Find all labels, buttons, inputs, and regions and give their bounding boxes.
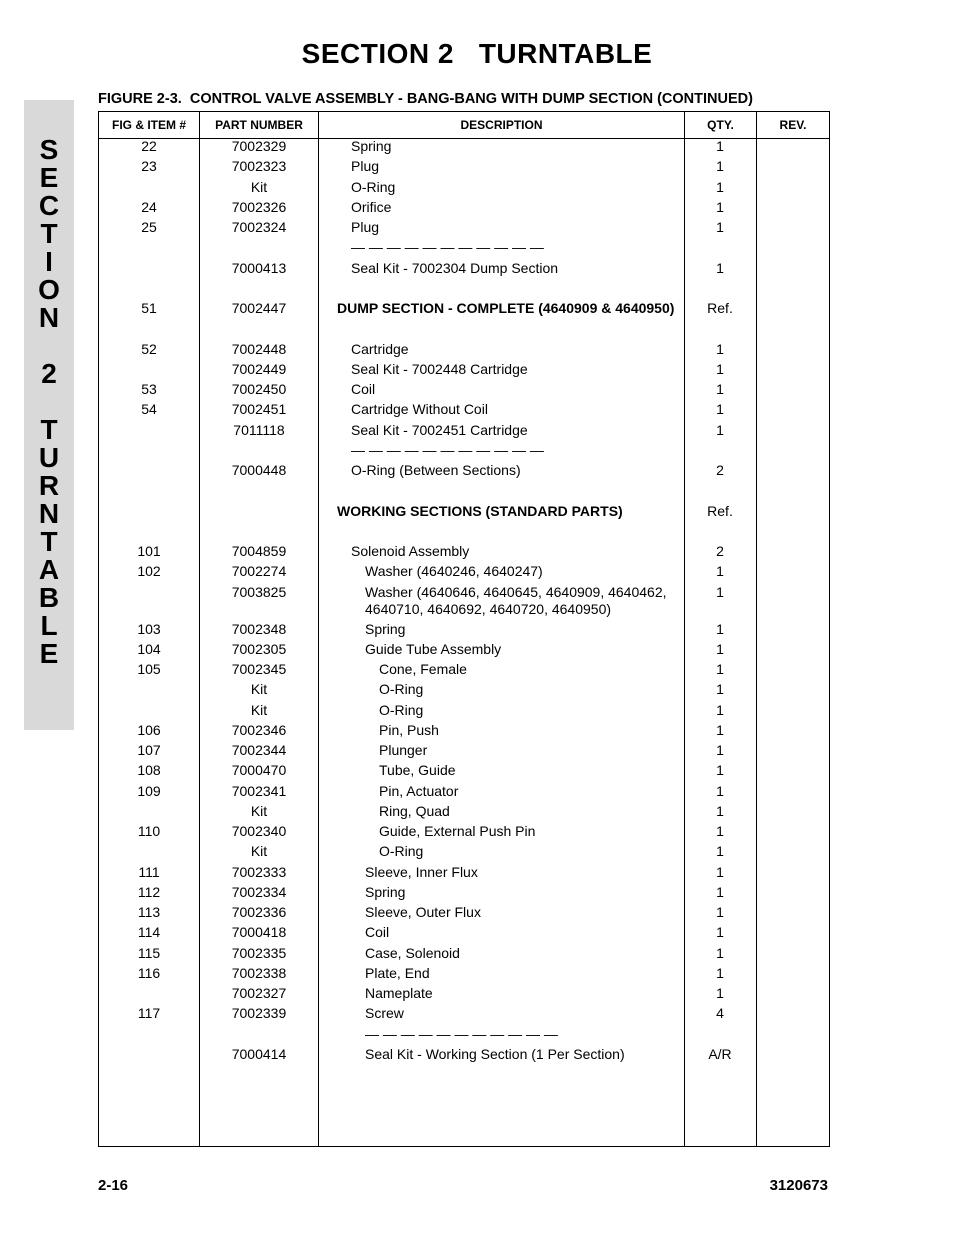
cell-description: O-Ring <box>351 178 396 195</box>
cell-qty: 1 <box>716 340 724 357</box>
cell-fig-item: 52 <box>141 340 157 357</box>
cell-fig-item: 112 <box>137 883 161 900</box>
cell-qty: 1 <box>716 843 724 860</box>
cell-description: Seal Kit - 7002448 Cartridge <box>351 360 528 377</box>
table-row <box>99 462 829 482</box>
cell-description: Coil <box>351 381 376 397</box>
cell-fig-item: 101 <box>137 543 161 559</box>
cell-qty: 2 <box>716 543 724 559</box>
header-qty: QTY. <box>707 118 734 132</box>
cell-fig-item: 108 <box>137 762 161 779</box>
page-number: 2-16 <box>98 1177 129 1194</box>
cell-part-number: 7002345 <box>231 661 287 677</box>
cell-part-number: 7002344 <box>231 742 287 758</box>
cell-fig-item: 113 <box>137 904 161 920</box>
header-description: DESCRIPTION <box>460 118 543 132</box>
table-row <box>99 260 829 280</box>
cell-part-number: 7002339 <box>231 1005 287 1022</box>
cell-fig-item: 116 <box>137 964 161 981</box>
cell-qty: A/R <box>708 1045 732 1062</box>
cell-qty: 1 <box>716 219 724 235</box>
table-row <box>99 762 829 782</box>
table-row <box>99 523 829 543</box>
cell-part-number: 7004859 <box>231 543 287 559</box>
cell-description: Spring <box>365 883 406 900</box>
cell-part-number: 7002447 <box>231 300 287 316</box>
cell-qty: 1 <box>716 964 724 981</box>
cell-qty: 1 <box>716 360 724 377</box>
cell-part-number: 7002341 <box>231 782 287 799</box>
cell-description: Solenoid Assembly <box>351 543 470 559</box>
side-tab-letter: A <box>38 554 60 585</box>
table-row <box>99 219 829 239</box>
cell-description: Seal Kit - 7002304 Dump Section <box>351 259 559 276</box>
cell-fig-item: 117 <box>137 1005 161 1022</box>
table-row <box>99 722 829 742</box>
cell-qty: 1 <box>716 138 724 154</box>
side-tab-letter: N <box>38 302 60 333</box>
table-row <box>99 702 829 722</box>
table-row <box>99 158 829 178</box>
side-tab-letter: N <box>38 498 60 529</box>
side-tab-letter: T <box>40 218 58 249</box>
cell-fig-item: 105 <box>137 661 161 677</box>
cell-description: Case, Solenoid <box>365 944 460 961</box>
cell-part-number: 7002340 <box>231 823 287 839</box>
table-row <box>99 341 829 361</box>
cell-part-number: 7002448 <box>231 340 287 357</box>
side-tab-letter: U <box>38 442 60 473</box>
cell-part-number: Kit <box>250 843 268 860</box>
cell-part-number: Kit <box>250 681 268 698</box>
cell-description: Seal Kit - Working Section (1 Per Section) <box>365 1045 625 1062</box>
cell-part-number: 7002450 <box>231 381 287 397</box>
cell-description: Plug <box>351 158 380 175</box>
cell-qty: 1 <box>716 381 724 397</box>
cell-part-number: 7002305 <box>231 640 287 657</box>
cell-qty: 1 <box>716 742 724 758</box>
cell-part-number: 7002323 <box>231 158 287 175</box>
cell-qty: 1 <box>716 823 724 839</box>
cell-fig-item: 109 <box>137 782 161 799</box>
table-row <box>99 681 829 701</box>
cell-part-number: 7002338 <box>231 964 287 981</box>
cell-qty: 1 <box>716 681 724 698</box>
cell-fig-item: 54 <box>141 401 157 418</box>
table-row <box>99 422 829 442</box>
cell-qty: 1 <box>716 401 724 418</box>
table-row <box>99 239 829 259</box>
cell-fig-item: 106 <box>137 721 161 738</box>
cell-qty: 1 <box>716 421 724 438</box>
cell-description: Spring <box>365 620 406 637</box>
cell-description: — — — — — — — — — — — <box>351 441 544 458</box>
cell-part-number: 7003825 <box>231 583 287 600</box>
cell-part-number: 7002327 <box>231 985 287 1001</box>
cell-part-number: 7002451 <box>231 401 287 418</box>
table-row <box>99 823 829 843</box>
cell-qty: 4 <box>716 1005 724 1022</box>
cell-qty: 1 <box>716 563 724 580</box>
table-row <box>99 742 829 762</box>
side-tab-letters <box>24 136 74 668</box>
header-part-number: PART NUMBER <box>215 118 303 132</box>
cell-part-number: 7002333 <box>231 863 287 880</box>
cell-description: Cone, Female <box>379 661 467 677</box>
table-row <box>99 442 829 462</box>
cell-qty: 1 <box>716 640 724 657</box>
cell-qty: 1 <box>716 158 724 175</box>
table-row <box>99 783 829 803</box>
table-row <box>99 280 829 300</box>
cell-part-number: 7002335 <box>231 944 287 961</box>
parts-table <box>98 111 830 1147</box>
side-tab-letter: I <box>45 246 53 277</box>
cell-fig-item: 24 <box>141 198 157 215</box>
cell-description: Ring, Quad <box>379 802 450 819</box>
side-tab-letter: E <box>39 638 59 669</box>
table-row <box>99 381 829 401</box>
section-side-tab <box>24 100 74 730</box>
side-tab-letter: B <box>38 582 60 613</box>
cell-part-number: Kit <box>250 178 268 195</box>
cell-description: Plate, End <box>365 964 430 981</box>
table-row <box>99 985 829 1005</box>
cell-description: Spring <box>351 138 392 154</box>
table-row <box>99 543 829 563</box>
table-row <box>99 138 829 158</box>
cell-part-number: 7002449 <box>231 360 287 377</box>
side-tab-letter: C <box>38 190 60 221</box>
cell-part-number: 7000470 <box>231 762 287 779</box>
side-tab-letter: L <box>40 610 58 641</box>
table-row <box>99 661 829 681</box>
table-row <box>99 621 829 641</box>
cell-description: O-Ring <box>379 681 424 698</box>
table-row <box>99 803 829 823</box>
side-tab-letter: O <box>38 274 60 305</box>
cell-description: O-Ring <box>379 701 424 718</box>
table-row <box>99 199 829 219</box>
table-row <box>99 1005 829 1025</box>
cell-part-number: 7000448 <box>231 462 287 478</box>
side-tab-letter: R <box>38 470 60 501</box>
side-tab-letter: S <box>39 134 59 165</box>
cell-qty: 1 <box>716 721 724 738</box>
cell-description: Tube, Guide <box>379 762 456 779</box>
cell-fig-item: 111 <box>138 863 160 880</box>
figure-title: FIGURE 2-3. CONTROL VALVE ASSEMBLY - BANG-BANG WITH DUMP SECTION (CONTINUED) <box>98 91 753 107</box>
cell-fig-item: 25 <box>141 219 157 235</box>
table-row <box>99 584 829 621</box>
side-tab-letter <box>24 388 74 416</box>
table-row <box>99 482 829 502</box>
cell-description: Washer (4640246, 4640247) <box>365 563 543 580</box>
cell-part-number: 7002274 <box>231 563 287 580</box>
table-header-row <box>99 112 829 139</box>
cell-part-number: 7002334 <box>231 883 287 900</box>
cell-fig-item: 102 <box>137 563 161 580</box>
table-row <box>99 1046 829 1066</box>
table-body <box>99 138 829 1066</box>
table-row <box>99 904 829 924</box>
cell-qty: Ref. <box>707 300 733 316</box>
cell-description: — — — — — — — — — — — <box>365 1025 558 1042</box>
cell-description: Coil <box>365 924 390 941</box>
side-tab-letter <box>24 332 74 360</box>
cell-fig-item: 107 <box>137 742 161 758</box>
cell-description: Orifice <box>351 198 392 215</box>
cell-description: DUMP SECTION - COMPLETE (4640909 & 4640950) <box>337 300 675 316</box>
cell-qty: 1 <box>716 259 724 276</box>
cell-description: Nameplate <box>365 985 433 1001</box>
cell-part-number: 7011118 <box>233 421 285 438</box>
table-row <box>99 924 829 944</box>
side-tab-letter: T <box>40 526 58 557</box>
cell-qty: 1 <box>716 924 724 941</box>
cell-fig-item: 104 <box>137 640 161 657</box>
table-row <box>99 945 829 965</box>
cell-description: Guide Tube Assembly <box>365 640 502 657</box>
table-row <box>99 503 829 523</box>
cell-part-number: Kit <box>250 802 268 819</box>
table-row <box>99 641 829 661</box>
cell-description: Guide, External Push Pin <box>379 823 536 839</box>
cell-part-number: 7000418 <box>231 924 287 941</box>
cell-fig-item: 103 <box>137 620 161 637</box>
header-rev: REV. <box>779 118 807 132</box>
side-tab-letter: T <box>40 414 58 445</box>
cell-fig-item: 115 <box>137 944 161 961</box>
cell-description: Pin, Push <box>379 721 439 738</box>
cell-description: Pin, Actuator <box>379 782 459 799</box>
cell-qty: 2 <box>716 462 724 478</box>
cell-fig-item: 23 <box>141 158 157 175</box>
table-row <box>99 1026 829 1046</box>
cell-part-number: 7000414 <box>231 1045 287 1062</box>
cell-part-number: 7002329 <box>231 138 287 154</box>
cell-part-number: 7002326 <box>231 198 287 215</box>
cell-description: Cartridge <box>351 340 409 357</box>
cell-description: O-Ring (Between Sections) <box>351 462 521 478</box>
cell-part-number: 7000413 <box>231 259 287 276</box>
table-row <box>99 965 829 985</box>
cell-part-number: Kit <box>250 701 268 718</box>
cell-part-number: 7002346 <box>231 721 287 738</box>
cell-description: Sleeve, Outer Flux <box>365 904 481 920</box>
side-tab-letter: 2 <box>41 358 57 389</box>
cell-qty: Ref. <box>707 502 733 519</box>
cell-qty: 1 <box>716 701 724 718</box>
cell-qty: 1 <box>716 782 724 799</box>
cell-description: Plunger <box>379 742 428 758</box>
table-row <box>99 843 829 863</box>
cell-qty: 1 <box>716 802 724 819</box>
table-row <box>99 864 829 884</box>
table-row <box>99 401 829 421</box>
cell-fig-item: 110 <box>137 823 161 839</box>
cell-part-number: 7002324 <box>231 219 287 235</box>
cell-qty: 1 <box>716 620 724 637</box>
cell-description: Washer (4640646, 4640645, 4640909, 4640462, 4640710, 4640692, 4640720, 4640950) <box>365 583 667 617</box>
cell-qty: 1 <box>716 904 724 920</box>
cell-description: Sleeve, Inner Flux <box>365 863 478 880</box>
table-row <box>99 179 829 199</box>
cell-part-number: 7002348 <box>231 620 287 637</box>
cell-qty: 1 <box>716 583 724 600</box>
header-fig-item: FIG & ITEM # <box>111 118 186 132</box>
table-row <box>99 563 829 583</box>
cell-qty: 1 <box>716 762 724 779</box>
table-row <box>99 361 829 381</box>
cell-description: Cartridge Without Coil <box>351 401 488 418</box>
cell-fig-item: 53 <box>141 381 157 397</box>
table-row <box>99 300 829 320</box>
cell-qty: 1 <box>716 178 724 195</box>
page-title: SECTION 2 TURNTABLE <box>301 38 653 69</box>
cell-qty: 1 <box>716 985 724 1001</box>
cell-description: WORKING SECTIONS (STANDARD PARTS) <box>337 502 623 519</box>
cell-fig-item: 22 <box>141 138 157 154</box>
cell-description: — — — — — — — — — — — <box>351 239 544 256</box>
side-tab-letter: E <box>39 162 59 193</box>
cell-fig-item: 51 <box>141 300 157 316</box>
cell-description: Seal Kit - 7002451 Cartridge <box>351 421 528 438</box>
table-row <box>99 884 829 904</box>
cell-qty: 1 <box>716 883 724 900</box>
cell-qty: 1 <box>716 198 724 215</box>
cell-description: Screw <box>365 1005 404 1022</box>
cell-part-number: 7002336 <box>231 904 287 920</box>
document-number: 3120673 <box>769 1177 828 1194</box>
cell-qty: 1 <box>716 661 724 677</box>
cell-fig-item: 114 <box>137 924 161 941</box>
cell-qty: 1 <box>716 944 724 961</box>
table-row <box>99 320 829 340</box>
cell-description: O-Ring <box>379 843 424 860</box>
cell-qty: 1 <box>716 863 724 880</box>
cell-description: Plug <box>351 219 380 235</box>
